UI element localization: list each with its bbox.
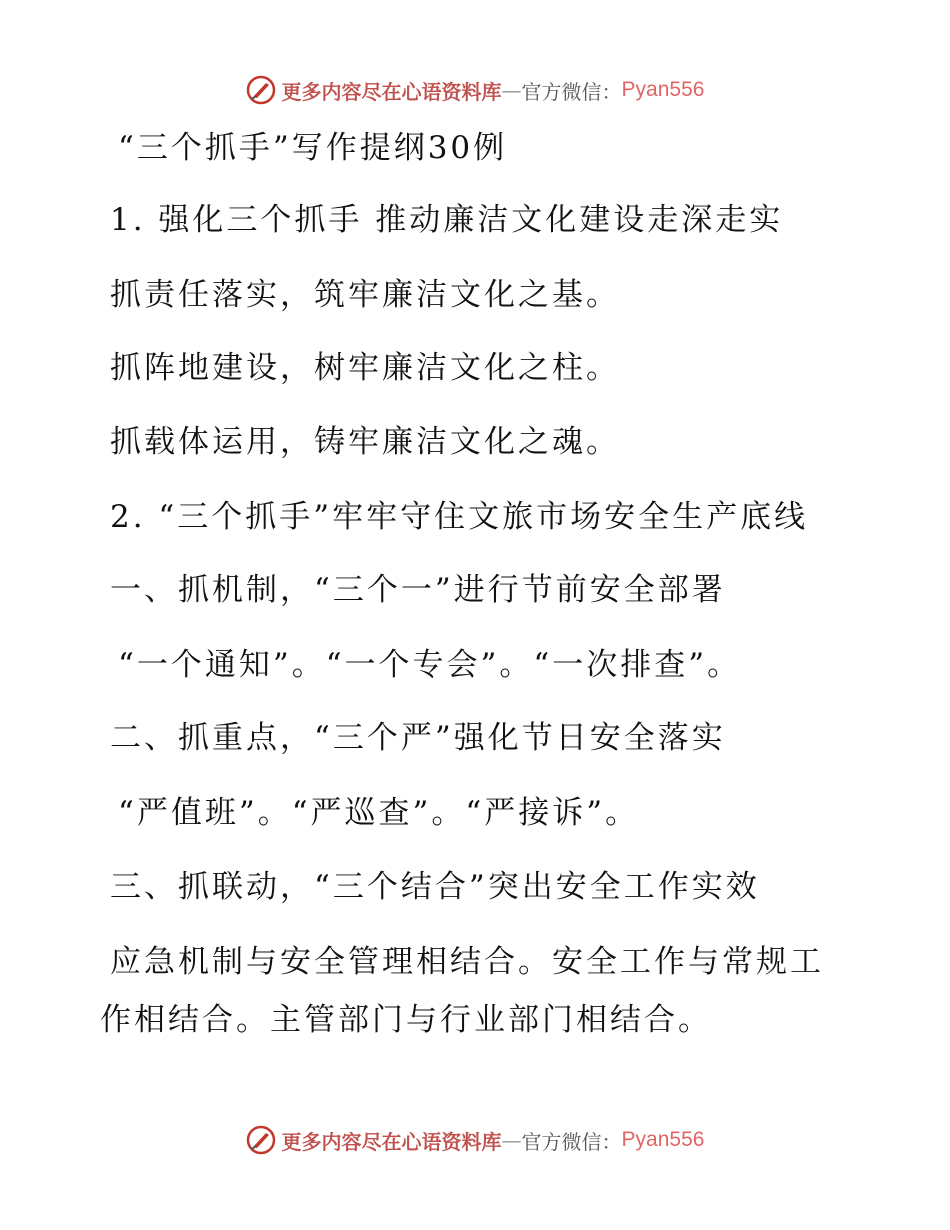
banner-text: 更多内容尽在心语资料库: [281, 79, 502, 104]
text-line: 抓载体运用，铸牢廉洁文化之魂。: [110, 424, 620, 460]
text-line: 一、抓机制，“三个一”进行节前安全部署: [110, 572, 726, 608]
document-title: “三个抓手”写作提纲30例: [118, 130, 508, 166]
text-line: 抓阵地建设，树牢廉洁文化之柱。: [110, 350, 620, 386]
heading-item-2: 2. “三个抓手”牢牢守住文旅市场安全生产底线: [110, 499, 809, 535]
text-line: “严值班”。“严巡查”。“严接诉”。: [118, 795, 640, 831]
text-line: “一个通知”。“一个专会”。“一次排查”。: [118, 647, 742, 683]
banner-dash: —: [501, 78, 522, 102]
banner-dash: —: [501, 1128, 522, 1152]
text-line: 应急机制与安全管理相结合。安全工作与常规工: [110, 944, 824, 980]
footer-banner: [0, 1120, 950, 1160]
banner-text: 更多内容尽在心语资料库: [281, 1129, 502, 1154]
banner-wechat-label: 官方微信：: [521, 79, 622, 104]
text-line: 作相结合。主管部门与行业部门相结合。: [100, 1002, 712, 1038]
header-banner: [0, 70, 950, 110]
text-line: 三、抓联动，“三个结合”突出安全工作实效: [110, 869, 760, 905]
banner-wechat-id: Pyan556: [621, 78, 705, 101]
banner-wechat-id: Pyan556: [621, 1128, 705, 1151]
banner-wechat-label: 官方微信：: [521, 1129, 622, 1154]
text-line: 抓责任落实，筑牢廉洁文化之基。: [110, 277, 620, 313]
quill-logo-icon: [246, 75, 276, 105]
heading-item-1: 1. 强化三个抓手 推动廉洁文化建设走深走实: [110, 202, 784, 238]
quill-logo-icon: [246, 1125, 276, 1155]
text-line: 二、抓重点，“三个严”强化节日安全落实: [110, 720, 726, 756]
